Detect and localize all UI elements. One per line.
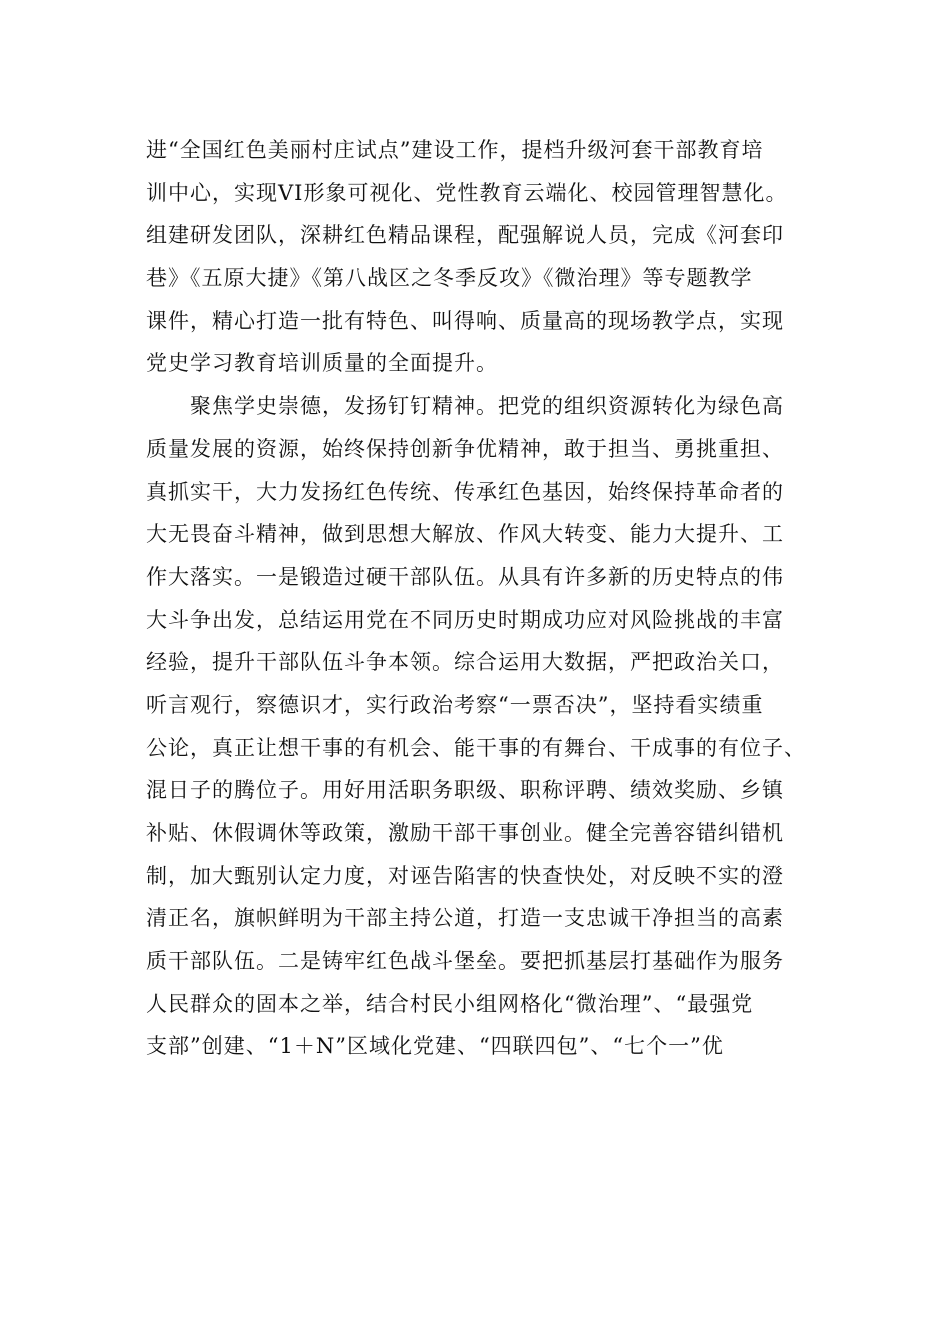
text-line: 经验，提升干部队伍斗争本领。综合运用大数据，严把政治关口， [146, 650, 784, 675]
text-line: 大斗争出发，总结运用党在不同历史时期成功应对风险挑战的丰富 [146, 607, 784, 632]
text-line: 作大落实。一是锻造过硬干部队伍。从具有许多新的历史特点的伟 [146, 564, 784, 589]
text-line: 进“全国红色美丽村庄试点”建设工作，提档升级河套干部教育培 [146, 138, 764, 162]
text-line: 混日子的腾位子。用好用活职务职级、职称评聘、绩效奖励、乡镇 [146, 778, 784, 803]
text-line: 巷》《五原大捷》《第八战区之冬季反攻》《微治理》等专题教学 [146, 266, 753, 291]
text-line: 听言观行，察德识才，实行政治考察“一票否决”，坚持看实绩重 [146, 692, 764, 717]
text-line: 组建研发团队，深耕红色精品课程，配强解说人员，完成《河套印 [146, 223, 784, 248]
paragraph-start-line: 聚焦学史崇德，发扬钉钉精神。把党的组织资源转化为绿色高 [146, 394, 784, 419]
text-line: 公论，真正让想干事的有机会、能干事的有舞台、干成事的有位子、 [146, 735, 806, 760]
text-line: 质量发展的资源，始终保持创新争优精神，敢于担当、勇挑重担、 [146, 436, 784, 461]
text-line: 制，加大甄别认定力度，对诬告陷害的快查快处，对反映不实的澄 [146, 863, 784, 888]
text-line: 党史学习教育培训质量的全面提升。 [146, 351, 498, 376]
text-line: 大无畏奋斗精神，做到思想大解放、作风大转变、能力大提升、工 [146, 522, 784, 547]
text-line: 真抓实干，大力发扬红色传统、传承红色基因，始终保持革命者的 [146, 479, 784, 504]
text-line: 补贴、休假调休等政策，激励干部干事创业。健全完善容错纠错机 [146, 821, 784, 845]
text-line: 课件，精心打造一批有特色、叫得响、质量高的现场教学点，实现 [146, 308, 784, 333]
text-line: 支部”创建、“1＋N”区域化党建、“四联四包”、“七个一”优 [146, 1034, 724, 1059]
document-body [146, 129, 826, 1068]
text-line: 清正名，旗帜鲜明为干部主持公道，打造一支忠诚干净担当的高素 [146, 906, 784, 931]
text-line: 训中心，实现VI形象可视化、党性教育云端化、校园管理智慧化。 [146, 180, 788, 205]
text-line: 人民群众的固本之举，结合村民小组网格化“微治理”、“最强党 [146, 991, 754, 1016]
text-line: 质干部队伍。二是铸牢红色战斗堡垒。要把抓基层打基础作为服务 [146, 949, 784, 974]
